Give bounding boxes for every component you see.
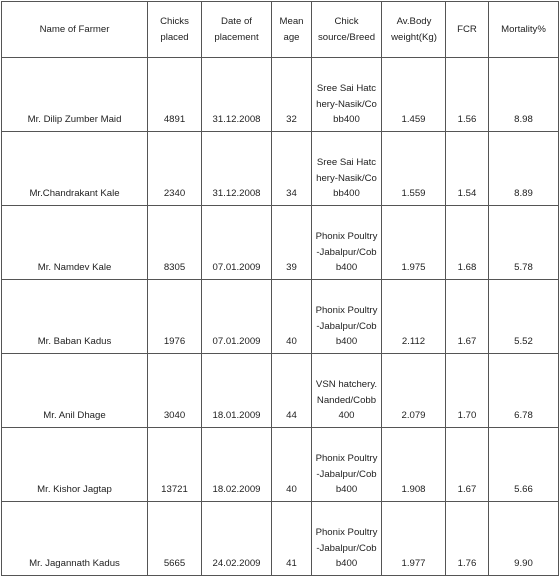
cell-chick-source: [312, 132, 382, 206]
cell-fcr: 1.67: [446, 428, 489, 502]
header-mean-age: [272, 2, 312, 58]
header-fcr: [446, 2, 489, 58]
cell-mean-age: 34: [272, 132, 312, 206]
header-date-text: Date of placement: [214, 15, 259, 43]
header-chicks-placed: [148, 2, 202, 58]
cell-av-body-weight: 1.559: [382, 132, 446, 206]
cell-chick-source: [312, 280, 382, 354]
cell-chicks-placed: 2340: [148, 132, 202, 206]
cell-mortality: 5.78: [489, 206, 559, 280]
header-chicks-text: Chicks placed: [160, 15, 189, 43]
chick-source-text: Phonix Poultry-Jabalpur/Cobb400: [315, 453, 378, 496]
farmer-name-text: Mr. Jagannath Kadus: [29, 558, 120, 570]
cell-mortality: 5.66: [489, 428, 559, 502]
cell-date-of-placement: 18.02.2009: [202, 428, 272, 502]
table-row: [2, 354, 559, 428]
cell-date-of-placement: 31.12.2008: [202, 58, 272, 132]
cell-fcr: 1.54: [446, 132, 489, 206]
cell-fcr: 1.76: [446, 502, 489, 576]
cell-mortality: 8.89: [489, 132, 559, 206]
cell-date-of-placement: 24.02.2009: [202, 502, 272, 576]
chick-source-text: Sree Sai Hatchery-Nasik/Cobb400: [316, 157, 377, 200]
header-av-body-weight: [382, 2, 446, 58]
cell-av-body-weight: 1.977: [382, 502, 446, 576]
cell-av-body-weight: 1.975: [382, 206, 446, 280]
cell-chicks-placed: 5665: [148, 502, 202, 576]
cell-mean-age: 40: [272, 280, 312, 354]
cell-date-of-placement: 31.12.2008: [202, 132, 272, 206]
cell-fcr: 1.67: [446, 280, 489, 354]
table-row: [2, 502, 559, 576]
chick-source-text: Phonix Poultry-Jabalpur/Cobb400: [315, 231, 378, 274]
cell-av-body-weight: 2.079: [382, 354, 446, 428]
chick-source-text: Phonix Poultry-Jabalpur/Cobb400: [315, 305, 378, 348]
table-header: [2, 2, 559, 58]
chick-source-text: Phonix Poultry-Jabalpur/Cobb400: [315, 527, 378, 570]
header-mortality-text: Mortality%: [501, 23, 546, 35]
table-row: [2, 206, 559, 280]
cell-farmer-name: [2, 354, 148, 428]
header-date-of-placement: [202, 2, 272, 58]
cell-date-of-placement: 07.01.2009: [202, 280, 272, 354]
cell-farmer-name: [2, 206, 148, 280]
table-row: [2, 280, 559, 354]
cell-mean-age: 44: [272, 354, 312, 428]
header-name-text: Name of Farmer: [39, 23, 110, 35]
cell-farmer-name: [2, 132, 148, 206]
cell-fcr: 1.68: [446, 206, 489, 280]
cell-farmer-name: [2, 58, 148, 132]
cell-chicks-placed: 4891: [148, 58, 202, 132]
header-chick-source-breed: [312, 2, 382, 58]
cell-farmer-name: [2, 280, 148, 354]
cell-date-of-placement: 18.01.2009: [202, 354, 272, 428]
farmer-name-text: Mr. Kishor Jagtap: [37, 484, 112, 496]
chick-source-text: VSN hatchery. Nanded/Cobb400: [315, 379, 378, 422]
cell-mortality: 9.90: [489, 502, 559, 576]
cell-av-body-weight: 1.908: [382, 428, 446, 502]
table-body: [2, 58, 559, 576]
cell-mean-age: 39: [272, 206, 312, 280]
cell-chick-source: [312, 58, 382, 132]
header-name-of-farmer: [2, 2, 148, 58]
cell-farmer-name: [2, 428, 148, 502]
farmer-name-text: Mr.Chandrakant Kale: [29, 188, 120, 200]
cell-chick-source: [312, 428, 382, 502]
header-row: [2, 2, 559, 58]
farmer-performance-table: [1, 1, 559, 576]
farmer-name-text: Mr. Dilip Zumber Maid: [27, 114, 122, 126]
cell-chick-source: [312, 206, 382, 280]
cell-mortality: 8.98: [489, 58, 559, 132]
cell-chicks-placed: 13721: [148, 428, 202, 502]
cell-chicks-placed: 3040: [148, 354, 202, 428]
header-weight-text: Av.Body weight(Kg): [391, 15, 437, 43]
cell-mortality: 6.78: [489, 354, 559, 428]
cell-av-body-weight: 1.459: [382, 58, 446, 132]
header-age-text: Mean age: [279, 15, 304, 43]
farmer-name-text: Mr. Anil Dhage: [43, 410, 106, 422]
cell-av-body-weight: 2.112: [382, 280, 446, 354]
cell-chicks-placed: 8305: [148, 206, 202, 280]
cell-mortality: 5.52: [489, 280, 559, 354]
cell-fcr: 1.70: [446, 354, 489, 428]
table-row: [2, 428, 559, 502]
cell-mean-age: 40: [272, 428, 312, 502]
table-row: [2, 132, 559, 206]
cell-mean-age: 41: [272, 502, 312, 576]
cell-farmer-name: [2, 502, 148, 576]
cell-chick-source: [312, 502, 382, 576]
cell-chicks-placed: 1976: [148, 280, 202, 354]
cell-date-of-placement: 07.01.2009: [202, 206, 272, 280]
farmer-name-text: Mr. Namdev Kale: [37, 262, 112, 274]
cell-chick-source: [312, 354, 382, 428]
header-source-text: Chick source/Breed: [317, 15, 376, 43]
farmer-name-text: Mr. Baban Kadus: [37, 336, 112, 348]
cell-fcr: 1.56: [446, 58, 489, 132]
header-mortality: [489, 2, 559, 58]
cell-mean-age: 32: [272, 58, 312, 132]
header-fcr-text: FCR: [457, 23, 477, 35]
table-row: [2, 58, 559, 132]
chick-source-text: Sree Sai Hatchery-Nasik/Cobb400: [316, 83, 377, 126]
